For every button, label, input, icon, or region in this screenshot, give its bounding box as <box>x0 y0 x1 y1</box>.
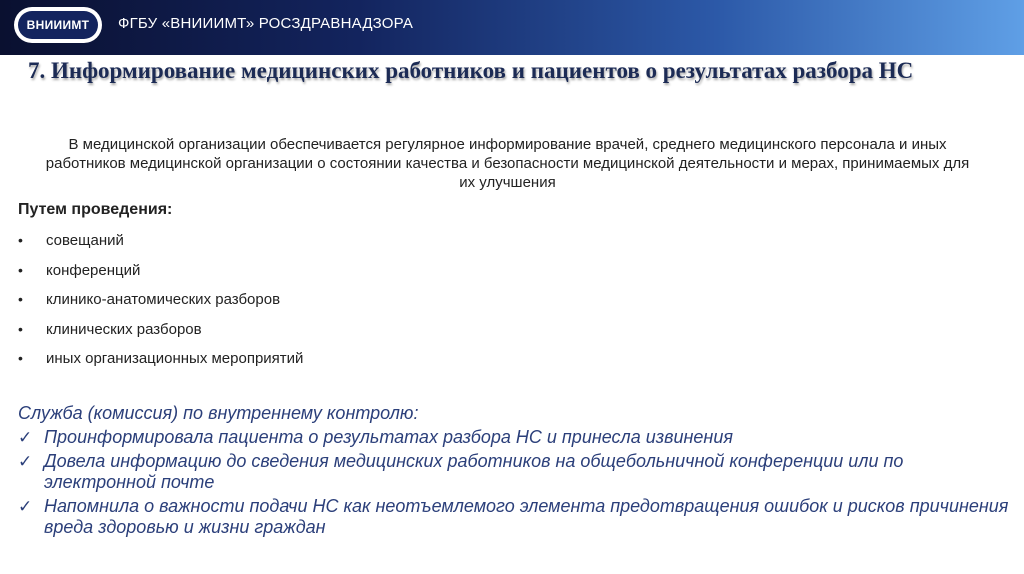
service-section <box>18 403 1018 541</box>
check-item-text: Напомнила о важности подачи НС как неотъемлемого элемента предотвращения ошибок и рисков причинения вреда здоровью и жизни граждан <box>44 496 1009 537</box>
list-item-text: клинических разборов <box>46 320 202 338</box>
service-heading: Служба (комиссия) по внутреннему контролю: <box>18 403 419 423</box>
list-item-text: конференций <box>46 261 141 279</box>
service-actions-list <box>18 427 1018 538</box>
checkmark-icon: ✓ <box>18 497 33 516</box>
list-item-text: совещаний <box>46 232 124 249</box>
list-item <box>18 350 303 380</box>
checkmark-icon: ✓ <box>18 452 33 471</box>
list-item <box>18 291 303 321</box>
methods-heading: Путем проведения: <box>18 201 173 218</box>
logo <box>14 7 102 43</box>
check-item-text: Проинформировала пациента о результатах разбора НС и принесла извинения <box>44 427 733 447</box>
list-item <box>18 321 303 351</box>
list-item-text: клинико-анатомических разборов <box>46 291 281 308</box>
check-item-text: Довела информацию до сведения медицинских работников на общебольничной конференции или по электронной почте <box>44 451 904 492</box>
check-item <box>18 427 1018 448</box>
organization-name: ФГБУ «ВНИИИМТ» РОСЗДРАВНАДЗОРА <box>118 15 414 32</box>
bullet-icon: • <box>18 261 23 278</box>
bullet-icon: • <box>18 232 23 248</box>
logo-text: ВНИИИМТ <box>18 11 98 39</box>
slide-title: 7. Информирование медицинских работников и пациентов о результатах разбора НС <box>28 58 914 83</box>
bullet-icon: • <box>18 320 23 337</box>
checkmark-icon: ✓ <box>18 428 33 447</box>
list-item <box>18 232 303 262</box>
check-item <box>18 496 1018 538</box>
methods-list <box>18 232 303 380</box>
bullet-icon: • <box>18 350 23 366</box>
header-bar <box>0 0 1024 55</box>
list-item-text: иных организационных мероприятий <box>46 350 304 367</box>
bullet-icon: • <box>18 291 23 307</box>
intro-paragraph: В медицинской организации обеспечивается регулярное информирование врачей, среднего медицинского персонала и иных работников медицинской организации о состоянии качества и безопасности медицинской деятельности и мерах, принимаемых для их улучшения <box>45 136 970 191</box>
list-item <box>18 262 303 292</box>
check-item <box>18 451 1018 493</box>
